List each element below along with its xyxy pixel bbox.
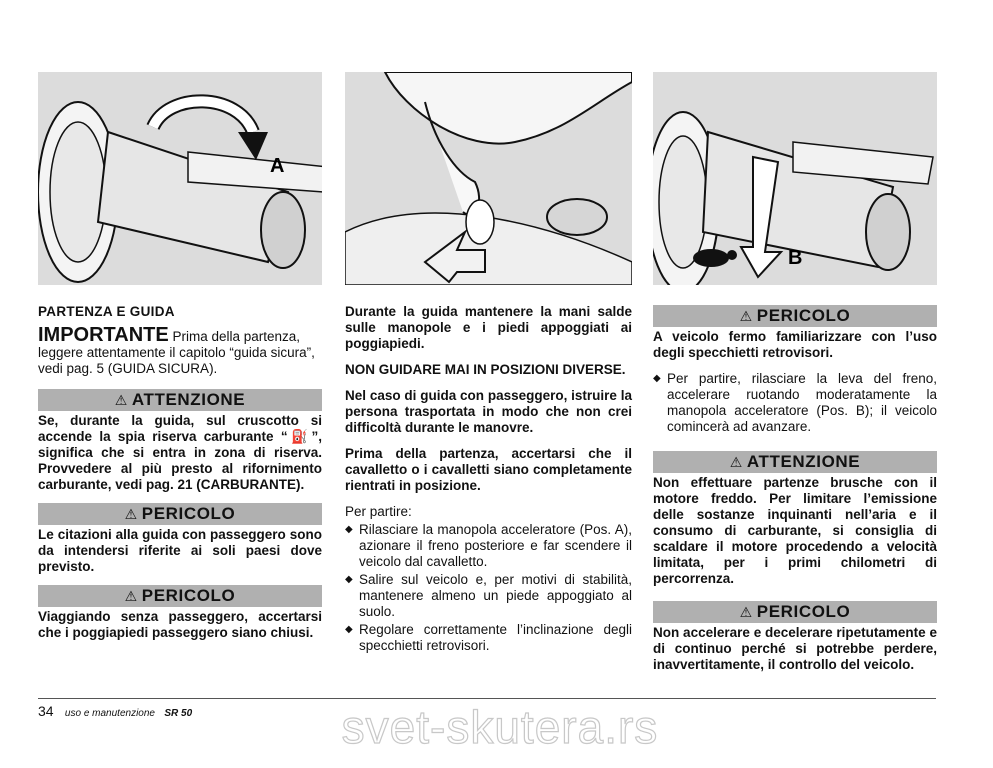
warning-label: ATTENZIONE [131,390,246,409]
warning-triangle-icon: ⚠ [124,505,138,522]
diamond-bullet-icon: ◆ [345,624,353,635]
figure-brake-lever [345,72,632,285]
diamond-bullet-icon: ◆ [345,574,353,585]
warning-triangle-icon: ⚠ [124,587,138,604]
warning-header-pericolo [38,503,322,525]
list-item: ◆ Per partire, rilasciare la leva del freno, accelerare ruotando moderatamente la manopola acceleratore (Pos. B); il veicolo comincerà ad avanzare. [653,371,937,434]
warning-text-repeated-acceleration: Non accelerare e decelerare ripetutamente e di continuo perché si potrebbe perdere, inavvertitamente, il controllo del veicolo. [653,625,937,672]
warning-header-attenzione [38,389,322,411]
paragraph-hands-on-grips: Durante la guida mantenere la mani salde sulle manopole e i piedi appoggiati ai poggiapiedi. [345,304,632,351]
warning-text-passenger-countries: Le citazioni alla guida con passeggero sono da intendersi riferite ai soli paesi dove previsto. [38,527,322,574]
figure-throttle-pos-b [653,72,937,285]
diamond-bullet-icon: ◆ [345,524,353,535]
warning-label: ATTENZIONE [746,452,861,471]
page-footer [38,703,192,719]
warning-label: PERICOLO [756,306,851,325]
column-3 [653,298,937,683]
page-number: 34 [38,703,54,719]
warning-triangle-icon: ⚠ [739,603,753,620]
diamond-bullet-icon: ◆ [653,373,661,384]
important-lead: IMPORTANTE [38,324,169,346]
list-item: ◆ Rilasciare la manopola acceleratore (Pos. A), azionare il freno posteriore e far scendere il veicolo dal cavalletto. [345,522,632,569]
warning-label: PERICOLO [141,504,236,523]
warning-label: PERICOLO [756,602,851,621]
warning-header-pericolo [653,305,937,327]
starting-steps-list [345,522,632,654]
figure-throttle-pos-a [38,72,322,285]
warning-text-footrests: Viaggiando senza passeggero, accertarsi che i poggiapiedi passeggero siano chiusi. [38,609,322,640]
paragraph-passenger: Nel caso di guida con passeggero, istruire la persona trasportata in modo che non crei difficoltà durante le manovre. [345,388,632,435]
important-text: Prima della partenza, leggere attentamente il capitolo “guida sicura”, vedi pag. 5 (GUIDA SICURA). [38,329,315,376]
warning-header-pericolo [653,601,937,623]
paragraph-stand-check: Prima della partenza, accertarsi che il cavalletto o i cavalletti siano completamente rientrati in posizione. [345,446,632,493]
manual-title: uso e manutenzione [64,708,155,719]
warning-text-fuel-reserve: Se, durante la guida, sul cruscotto si accende la spia riserva carburante “⛽”, significa che si entra in zona di riserva. Provvedere al più presto al rifornimento carburante, vedi pag. 21 (CARBURANTE). [38,413,322,492]
starting-intro: Per partire: [345,504,412,519]
warning-triangle-icon: ⚠ [729,453,743,470]
warning-triangle-icon: ⚠ [114,391,128,408]
warning-triangle-icon: ⚠ [739,307,753,324]
throttle-grip-illustration-b [653,72,937,285]
important-note [38,324,322,377]
throttle-grip-illustration-a [38,72,322,285]
model-name: SR 50 [164,708,193,719]
figure-label-b: B [788,247,803,269]
section-title: PARTENZA E GUIDA [38,304,175,319]
hand-brake-illustration [345,72,632,285]
warning-text-mirrors: A veicolo fermo familiarizzare con l’uso degli specchietti retrovisori. [653,329,937,360]
warning-header-pericolo [38,585,322,607]
list-item: ◆ Regolare correttamente l’inclinazione degli specchietti retrovisori. [345,622,632,653]
watermark: svet-skutera.rs [341,701,659,753]
footer-divider [38,698,936,699]
list-item: ◆ Salire sul veicolo e, per motivi di stabilità, mantenere almeno un piede appoggiato al suolo. [345,572,632,619]
start-procedure-list [653,371,937,435]
column-1 [38,296,322,651]
column-2 [345,302,632,656]
figure-label-a: A [270,155,285,177]
warning-header-attenzione [653,451,937,473]
paragraph-no-other-positions: NON GUIDARE MAI IN POSIZIONI DIVERSE. [345,362,626,377]
warning-label: PERICOLO [141,586,236,605]
warning-text-cold-engine: Non effettuare partenze brusche con il motore freddo. Per limitare l’emissione delle sostanze inquinanti nell’aria e il consumo di carburante, si consiglia di scaldare il motore procedendo a velocità limitata, per i primi chilometri di percorrenza. [653,475,937,586]
